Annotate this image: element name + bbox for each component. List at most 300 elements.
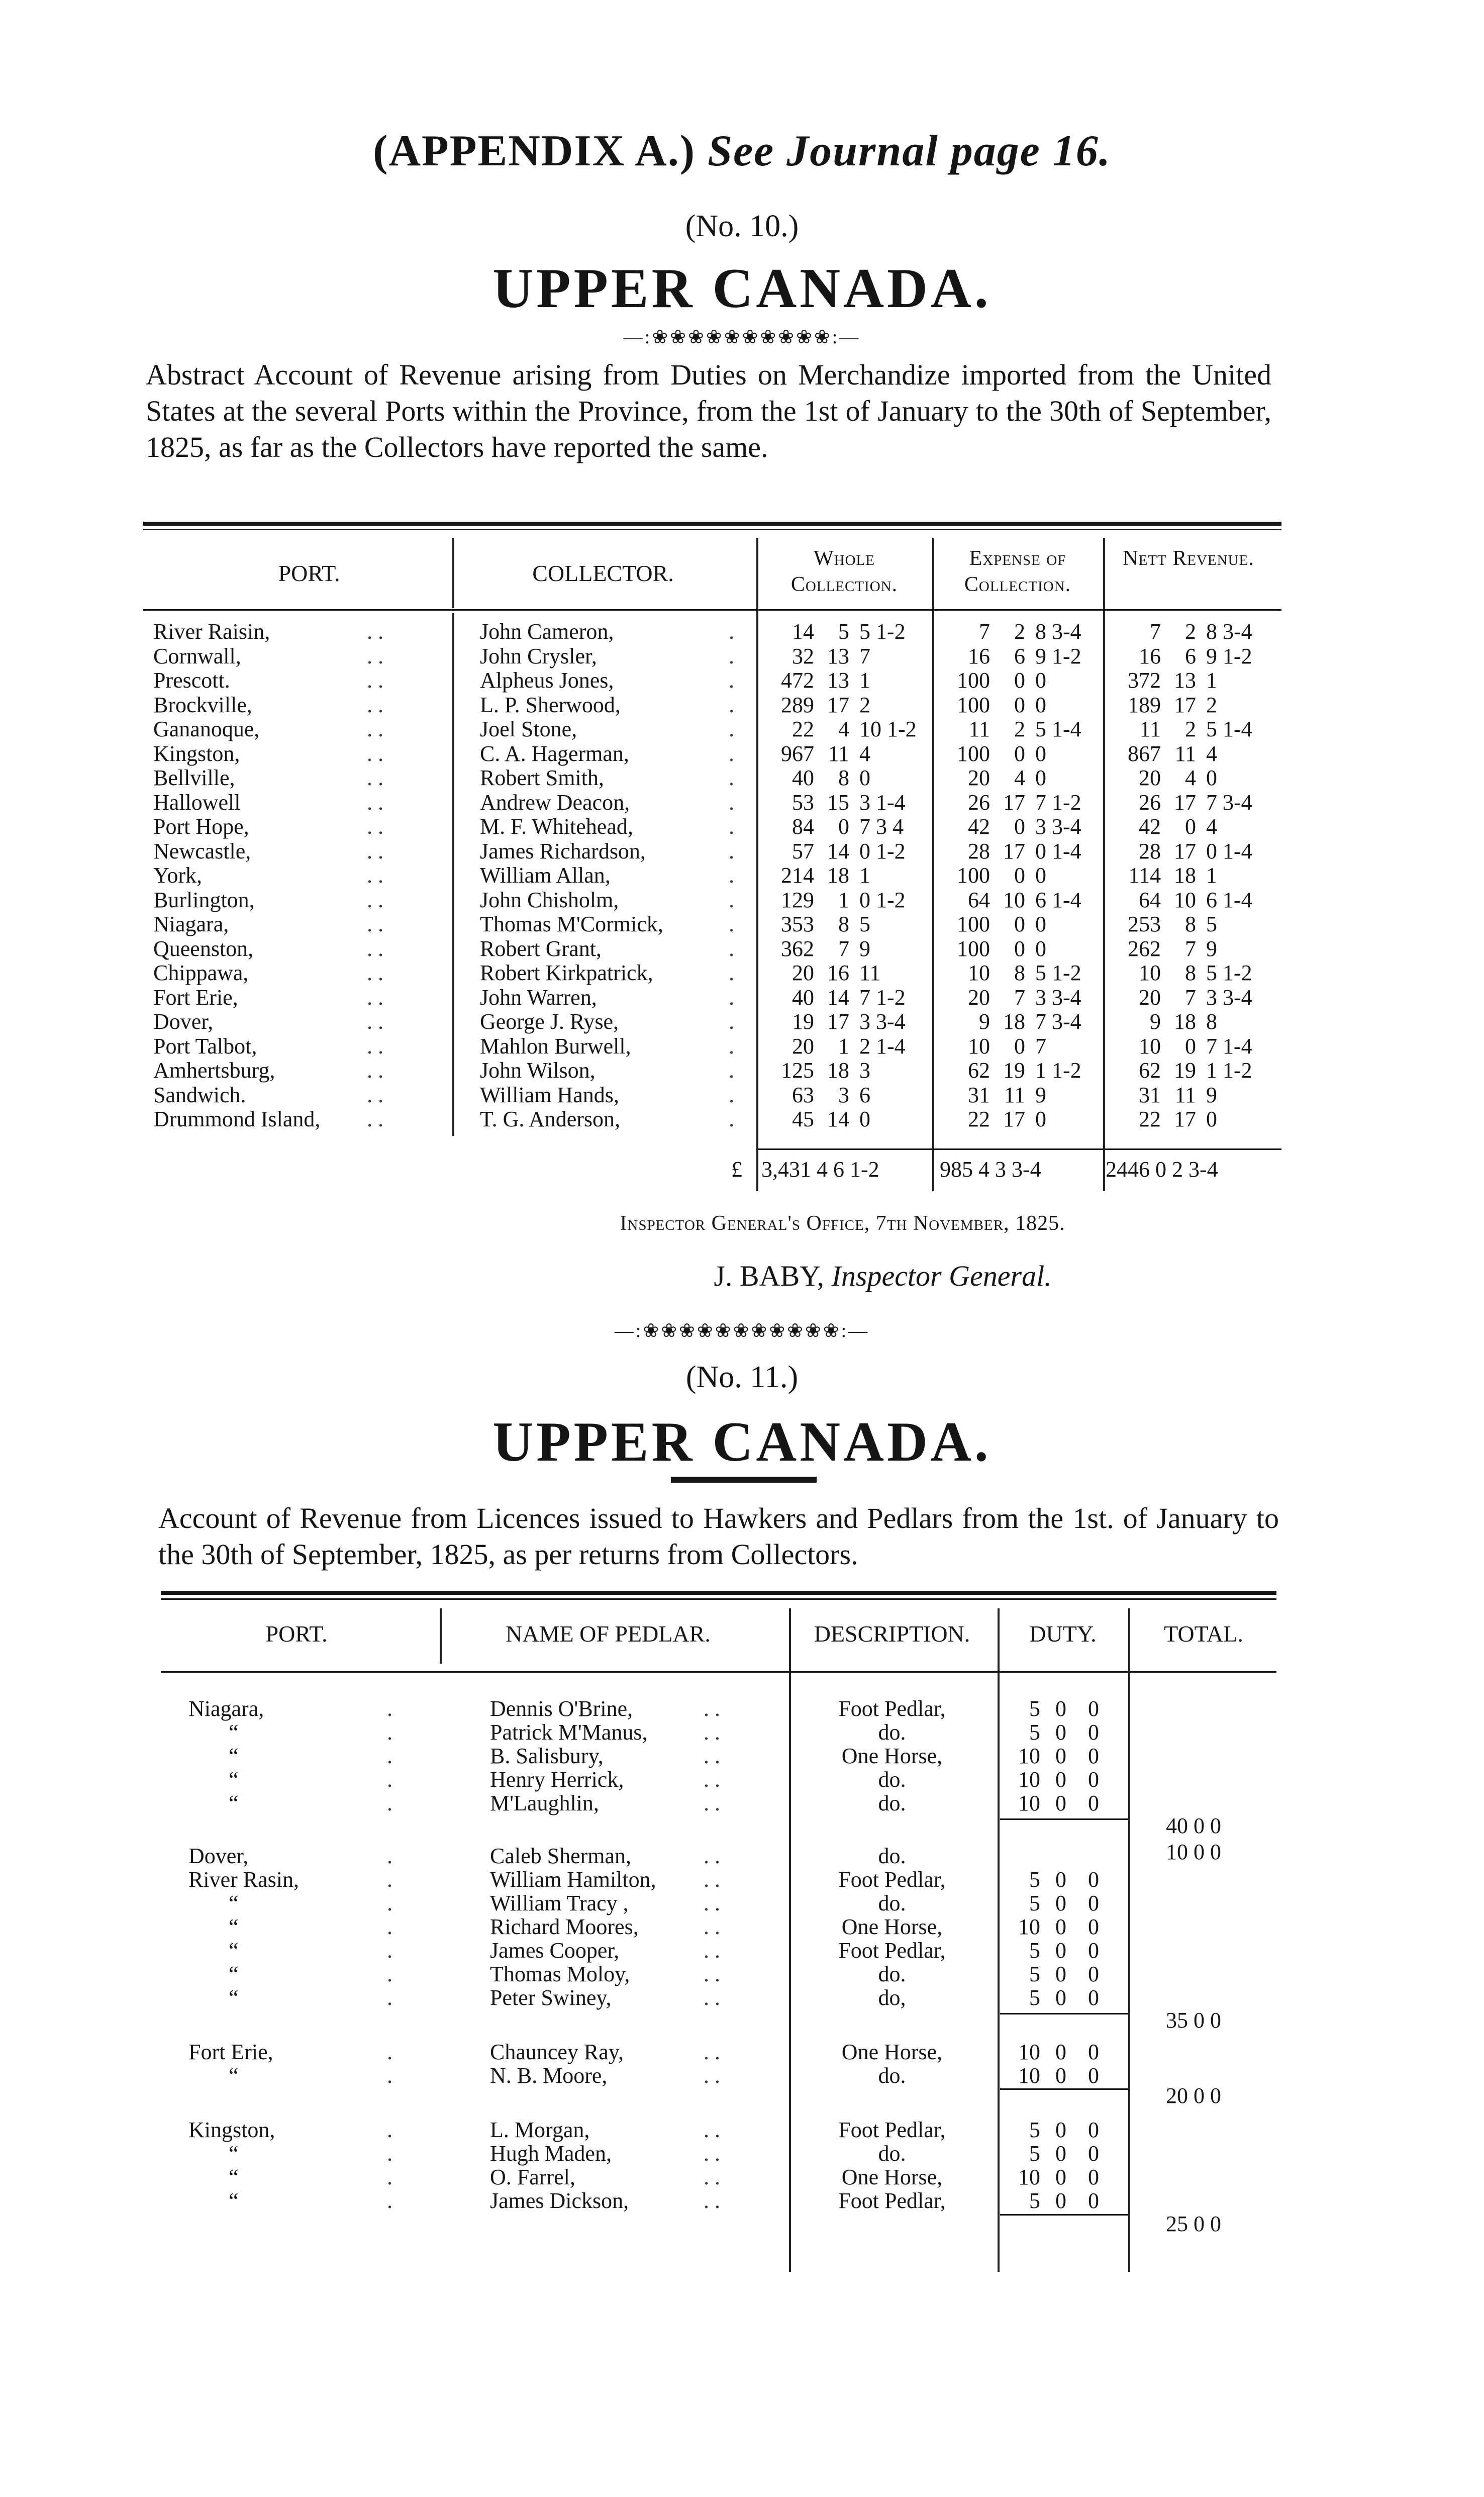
leader-dots: . [729,1058,734,1083]
nett-revenue-pounds: 31 [1139,1082,1161,1107]
group-total: 20 0 0 [1166,2083,1221,2108]
group-total: 10 0 0 [1166,1840,1221,1864]
pedlar-port: “ [229,1744,239,1768]
expense-collection-pounds: 16 [968,643,990,668]
expense-collection-pounds: 10 [968,961,990,985]
expense-collection-pounds: 9 [979,1009,990,1034]
duty-pence: 0 [1088,1914,1099,1939]
whole-collection-pence: 9 [859,936,870,961]
duty-pounds: 5 [1029,2141,1040,2166]
table2-number: (No. 11.) [685,1360,799,1394]
nett-revenue-pence: 1 [1206,668,1217,693]
table2-row [0,2141,1484,2166]
group-total: 35 0 0 [1166,2008,1221,2033]
expense-collection-shillings: 6 [1014,643,1025,668]
ornament-divider-2: —:❀❀❀❀❀❀❀❀❀❀❀:— [614,1320,870,1341]
duty-pounds: 10 [1018,2165,1040,2189]
whole-collection-pounds: 84 [792,814,814,839]
duty-shillings: 0 [1055,1720,1066,1745]
leader-dots: . [387,1696,392,1721]
whole-collection-pence: 7 [859,643,870,668]
pedlar-name: Chauncey Ray, [490,2040,624,2064]
pedlar-description: do. [878,1891,906,1915]
leader-dots: . [387,1914,392,1939]
whole-collection-shillings: 17 [827,692,849,717]
leader-dots: . . [367,717,383,741]
port-name: Queenston, [153,936,254,961]
whole-collection-pounds: 14 [792,619,814,644]
collector-name: Alpheus Jones, [480,668,614,693]
nett-revenue-pounds: 10 [1139,1033,1161,1059]
port-name: Burlington, [153,887,255,912]
whole-collection-pounds: 362 [781,936,814,961]
table2-description: Account of Revenue from Licences issued to Hawkers and Pedlars from the 1st. of January to the 30th of September, 1825, as per returns from Collectors. [158,1502,1279,1571]
title-underline-bar [671,1477,817,1483]
nett-revenue-pounds: 10 [1139,961,1161,985]
expense-collection-pence: 3 3-4 [1035,814,1081,839]
currency-symbol: £ [731,1157,742,1182]
whole-collection-pence: 3 3-4 [859,1009,906,1034]
pedlar-description: One Horse, [841,1744,943,1768]
leader-dots: . . [704,1720,720,1745]
nett-revenue-shillings: 6 [1185,643,1196,668]
whole-collection-pounds: 63 [792,1082,814,1107]
leader-dots: . [729,668,734,693]
leader-dots: . . [704,1891,720,1915]
expense-collection-pence: 0 [1035,863,1046,888]
duty-pence: 0 [1088,2141,1099,2166]
leader-dots: . . [704,1962,720,1986]
whole-collection-shillings: 17 [827,1009,849,1034]
whole-collection-pence: 2 1-4 [859,1033,906,1059]
table2-row [0,1985,1484,2010]
duty-shillings: 0 [1055,2141,1066,2166]
expense-collection-pence: 9 1-2 [1035,643,1081,668]
table1-vline-1 [452,538,454,608]
nett-revenue-pounds: 26 [1139,790,1161,815]
whole-collection-shillings: 11 [828,741,849,766]
expense-collection-shillings: 8 [1014,961,1025,985]
port-name: Prescott. [153,668,230,693]
group-rule [1000,2214,1128,2216]
leader-dots: . . [704,2118,720,2142]
table2-top-rule-thin [161,1598,1276,1600]
nett-revenue-pounds: 16 [1139,643,1161,668]
duty-pence: 0 [1088,1985,1099,2010]
pedlar-description: Foot Pedlar, [838,1938,946,1963]
whole-collection-pence: 0 [859,765,870,790]
leader-dots: . . [367,1009,383,1034]
leader-dots: . [387,2118,392,2142]
pedlar-description: Foot Pedlar, [838,1867,946,1892]
duty-pounds: 5 [1029,1962,1040,1986]
expense-collection-pence: 0 [1035,668,1046,693]
nett-revenue-pounds: 20 [1139,765,1161,790]
leader-dots: . [729,814,734,839]
whole-collection-pence: 5 1-2 [859,619,906,644]
expense-collection-pence: 9 [1035,1082,1046,1107]
duty-pounds: 10 [1018,2063,1040,2088]
collector-name: John Cameron, [480,619,614,644]
table2-row [0,1791,1484,1816]
expense-collection-pounds: 31 [968,1082,990,1107]
expense-collection-shillings: 0 [1014,741,1025,766]
duty-pence: 0 [1088,1791,1099,1815]
whole-collection-shillings: 14 [827,985,849,1010]
pedlar-port: Dover, [188,1844,249,1868]
collector-name: Thomas M'Cormick, [480,912,663,936]
duty-pence: 0 [1088,2063,1099,2088]
leader-dots: . [387,2063,392,2088]
signature-title: Inspector General. [831,1260,1052,1292]
signature [141,1259,1484,1293]
nett-revenue-shillings: 18 [1174,1009,1196,1034]
nett-revenue-shillings: 13 [1174,668,1196,693]
leader-dots: . . [704,1867,720,1892]
leader-dots: . [387,1962,392,1986]
leader-dots: . . [367,1107,383,1131]
duty-shillings: 0 [1055,1696,1066,1721]
pedlar-name: Thomas Moloy, [490,1962,630,1986]
duty-shillings: 0 [1055,1744,1066,1768]
duty-pence: 0 [1088,1744,1099,1768]
pedlar-port: “ [229,1891,239,1915]
duty-pounds: 5 [1029,1867,1040,1892]
table1-header-nett: Nett Revenue. [1123,547,1254,570]
leader-dots: . [387,1867,392,1892]
duty-pounds: 5 [1029,1938,1040,1963]
whole-collection-pounds: 125 [781,1058,814,1083]
collector-name: William Allan, [480,863,611,888]
whole-collection-pounds: 967 [781,741,814,766]
pedlar-name: Henry Herrick, [490,1767,624,1792]
expense-collection-shillings: 0 [1014,863,1025,888]
nett-revenue-pence: 9 1-2 [1206,643,1252,668]
leader-dots: . . [367,912,383,936]
duty-pence: 0 [1088,2188,1099,2213]
nett-revenue-pence: 4 [1206,814,1217,839]
pedlar-description: do. [878,1767,906,1792]
nett-revenue-shillings: 2 [1185,619,1196,644]
whole-collection-shillings: 1 [838,887,849,912]
leader-dots: . . [367,1058,383,1083]
whole-collection-pounds: 129 [781,887,814,912]
expense-collection-shillings: 0 [1014,912,1025,936]
whole-collection-pounds: 40 [792,765,814,790]
port-name: Port Talbot, [153,1033,257,1059]
table1-title: UPPER CANADA. [492,257,992,320]
whole-collection-shillings: 18 [827,1058,849,1083]
nett-revenue-pence: 8 [1206,1009,1217,1034]
leader-dots: . [387,1985,392,2010]
expense-collection-pence: 1 1-2 [1035,1058,1081,1083]
pedlar-description: do. [878,2063,906,2088]
expense-collection-pounds: 28 [968,838,990,863]
leader-dots: . [729,619,734,644]
pedlar-name: Caleb Sherman, [490,1844,632,1868]
whole-collection-pounds: 472 [781,668,814,693]
expense-collection-pounds: 7 [979,619,990,644]
ornament-divider: —:❀❀❀❀❀❀❀❀❀❀:— [623,327,861,348]
port-name: Gananoque, [153,717,260,741]
leader-dots: . [729,1082,734,1107]
whole-collection-pounds: 40 [792,985,814,1010]
nett-revenue-pence: 4 [1206,741,1217,766]
pedlar-name: M'Laughlin, [490,1791,599,1815]
expense-collection-pounds: 10 [968,1033,990,1059]
expense-collection-pounds: 100 [957,912,990,936]
duty-shillings: 0 [1055,1938,1066,1963]
expense-collection-shillings: 4 [1014,765,1025,790]
expense-collection-shillings: 7 [1014,985,1025,1010]
table2-row [0,2118,1484,2143]
whole-collection-pence: 7 3 4 [859,814,904,839]
expense-collection-pounds: 22 [968,1107,990,1131]
pedlar-description: Foot Pedlar, [838,2188,946,2213]
whole-collection-shillings: 18 [827,863,849,888]
table2-row [0,1867,1484,1892]
duty-shillings: 0 [1055,2063,1066,2088]
expense-collection-pence: 8 3-4 [1035,619,1081,644]
leader-dots: . [387,1744,392,1768]
table2-row [0,2188,1484,2214]
expense-collection-pounds: 26 [968,790,990,815]
expense-collection-pence: 5 1-2 [1035,961,1081,985]
pedlar-port: River Rasin, [188,1867,299,1892]
leader-dots: . . [704,1767,720,1792]
leader-dots: . . [367,790,383,815]
duty-pounds: 10 [1018,2040,1040,2064]
duty-shillings: 0 [1055,1891,1066,1915]
nett-revenue-shillings: 2 [1185,717,1196,741]
duty-shillings: 0 [1055,2040,1066,2064]
pedlar-port: Niagara, [188,1696,264,1721]
pedlar-description: One Horse, [841,1914,943,1939]
port-name: Niagara, [153,912,229,936]
leader-dots: . . [367,692,383,717]
table2-row [0,1696,1484,1721]
expense-collection-pounds: 20 [968,985,990,1010]
leader-dots: . [729,887,734,912]
duty-shillings: 0 [1055,1867,1066,1892]
leader-dots: . [387,1767,392,1792]
table1-top-rule-thin [143,529,1281,530]
pedlar-port: “ [229,1914,239,1939]
expense-collection-pounds: 64 [968,887,990,912]
duty-pounds: 5 [1029,2188,1040,2213]
leader-dots: . . [367,765,383,790]
duty-pounds: 10 [1018,1744,1040,1768]
pedlar-name: William Hamilton, [490,1867,656,1892]
expense-collection-shillings: 2 [1014,619,1025,644]
collector-name: William Hands, [480,1082,619,1107]
whole-collection-shillings: 15 [827,790,849,815]
nett-revenue-pounds: 189 [1128,692,1161,717]
duty-pence: 0 [1088,1696,1099,1721]
nett-revenue-pence: 0 1-4 [1206,838,1252,863]
pedlar-name: Patrick M'Manus, [490,1720,648,1745]
leader-dots: . . [704,2141,720,2166]
whole-collection-pounds: 214 [781,863,814,888]
collector-name: L. P. Sherwood, [480,692,621,717]
port-name: Brockville, [153,692,252,717]
expense-collection-pence: 6 1-4 [1035,887,1081,912]
duty-shillings: 0 [1055,1767,1066,1792]
port-name: Chippawa, [153,961,249,985]
whole-collection-pounds: 353 [781,912,814,936]
pedlar-name: James Dickson, [490,2188,629,2213]
nett-revenue-pence: 1 1-2 [1206,1058,1252,1083]
duty-shillings: 0 [1055,2165,1066,2189]
whole-collection-pence: 3 [859,1058,870,1083]
table1-header-collector: COLLECTOR. [532,560,674,586]
expense-collection-pounds: 11 [968,717,990,741]
nett-revenue-shillings: 18 [1174,863,1196,888]
expense-collection-shillings: 2 [1014,717,1025,741]
nett-revenue-pence: 8 3-4 [1206,619,1252,644]
leader-dots: . [387,2165,392,2189]
whole-collection-shillings: 13 [827,643,849,668]
collector-name: Mahlon Burwell, [480,1033,631,1059]
table2-row [0,1767,1484,1792]
expense-collection-pence: 0 [1035,765,1046,790]
port-name: Sandwich. [153,1082,246,1107]
duty-pence: 0 [1088,2040,1099,2064]
nett-revenue-shillings: 4 [1185,765,1196,790]
expense-collection-pence: 0 [1035,1107,1046,1131]
whole-collection-pence: 3 1-4 [859,790,906,815]
pedlar-description: do. [878,1844,906,1868]
nett-revenue-pence: 2 [1206,692,1217,717]
port-name: Port Hope, [153,814,249,839]
pedlar-port: “ [229,1985,239,2010]
nett-revenue-pence: 0 [1206,1107,1217,1131]
collector-name: James Richardson, [480,838,646,863]
whole-collection-pence: 7 1-2 [859,985,906,1010]
table1-header-rule [143,609,1281,611]
expense-collection-pounds: 100 [957,741,990,766]
duty-pounds: 5 [1029,1891,1040,1915]
port-name: York, [153,863,203,888]
leader-dots: . . [367,668,383,693]
nett-revenue-shillings: 8 [1185,961,1196,985]
leader-dots: . . [704,1791,720,1815]
table2-row [0,1914,1484,1940]
nett-revenue-pounds: 20 [1139,985,1161,1010]
whole-collection-pence: 5 [859,912,870,936]
leader-dots: . . [704,1844,720,1868]
whole-collection-pence: 2 [859,692,870,717]
whole-collection-shillings: 1 [838,1033,849,1059]
whole-collection-pounds: 289 [781,692,814,717]
group-total: 25 0 0 [1166,2212,1221,2236]
collector-name: Robert Smith, [480,765,604,790]
whole-collection-pounds: 22 [792,717,814,741]
nett-revenue-pence: 6 1-4 [1206,887,1252,912]
duty-pence: 0 [1088,2118,1099,2142]
leader-dots: . . [367,619,383,644]
nett-revenue-pounds: 372 [1128,668,1161,693]
port-name: Kingston, [153,741,240,766]
leader-dots: . . [704,1696,720,1721]
duty-pence: 0 [1088,1891,1099,1915]
pedlar-name: William Tracy , [490,1891,629,1915]
leader-dots: . [387,1791,392,1815]
expense-collection-pence: 0 [1035,692,1046,717]
leader-dots: . . [704,1985,720,2010]
whole-collection-pence: 6 [859,1082,870,1107]
duty-shillings: 0 [1055,1962,1066,1986]
leader-dots: . . [367,838,383,863]
whole-collection-shillings: 0 [838,814,849,839]
leader-dots: . [729,741,734,766]
leader-dots: . . [704,1744,720,1768]
nett-revenue-shillings: 0 [1185,1033,1196,1059]
duty-pence: 0 [1088,1720,1099,1745]
nett-revenue-pence: 5 1-2 [1206,961,1252,985]
table2-header-rule [161,1671,1276,1673]
leader-dots: . . [367,863,383,888]
whole-collection-shillings: 4 [838,717,849,741]
expense-collection-shillings: 10 [1003,887,1025,912]
expense-collection-shillings: 0 [1014,668,1025,693]
collector-name: John Wilson, [480,1058,596,1083]
pedlar-port: Fort Erie, [188,2040,273,2064]
leader-dots: . . [704,1914,720,1939]
office-line: Inspector General's Office, 7th November, 1825. [620,1212,1065,1235]
whole-collection-pence: 4 [859,741,870,766]
nett-revenue-shillings: 17 [1174,1107,1196,1131]
table2-title: UPPER CANADA. [492,1411,992,1473]
nett-revenue-shillings: 17 [1174,790,1196,815]
whole-collection-pence: 0 1-2 [859,887,906,912]
leader-dots: . [729,838,734,863]
leader-dots: . [729,692,734,717]
pedlar-port: “ [229,1938,239,1963]
nett-revenue-shillings: 0 [1185,814,1196,839]
group-total: 40 0 0 [1166,1813,1221,1838]
nett-revenue-pence: 3 3-4 [1206,985,1252,1010]
expense-collection-pence: 5 1-4 [1035,717,1081,741]
leader-dots: . . [704,2188,720,2213]
journal-reference: See Journal page 16. [708,127,1111,175]
table2-top-rule [161,1591,1276,1595]
expense-collection-pounds: 100 [957,692,990,717]
nett-revenue-shillings: 11 [1174,1082,1196,1107]
nett-revenue-pounds: 28 [1139,838,1161,863]
whole-collection-shillings: 14 [827,838,849,863]
leader-dots: . [729,863,734,888]
nett-revenue-pence: 7 1-4 [1206,1033,1252,1059]
expense-collection-pence: 0 [1035,741,1046,766]
leader-dots: . . [367,1033,383,1059]
table2-row [0,1891,1484,1916]
nett-revenue-pounds: 22 [1139,1107,1161,1131]
whole-collection-pence: 1 [859,668,870,693]
duty-pounds: 5 [1029,1696,1040,1721]
nett-revenue-pence: 5 [1206,912,1217,936]
leader-dots: . [387,2188,392,2213]
leader-dots: . . [367,887,383,912]
pedlar-description: do, [878,1985,906,2010]
whole-collection-shillings: 3 [838,1082,849,1107]
port-name: Fort Erie, [153,985,238,1010]
pedlar-description: do. [878,2141,906,2166]
nett-revenue-shillings: 10 [1174,887,1196,912]
pedlar-description: do. [878,1962,906,1986]
pedlar-name: James Cooper, [490,1938,620,1963]
table2-vline-1 [440,1608,442,1664]
